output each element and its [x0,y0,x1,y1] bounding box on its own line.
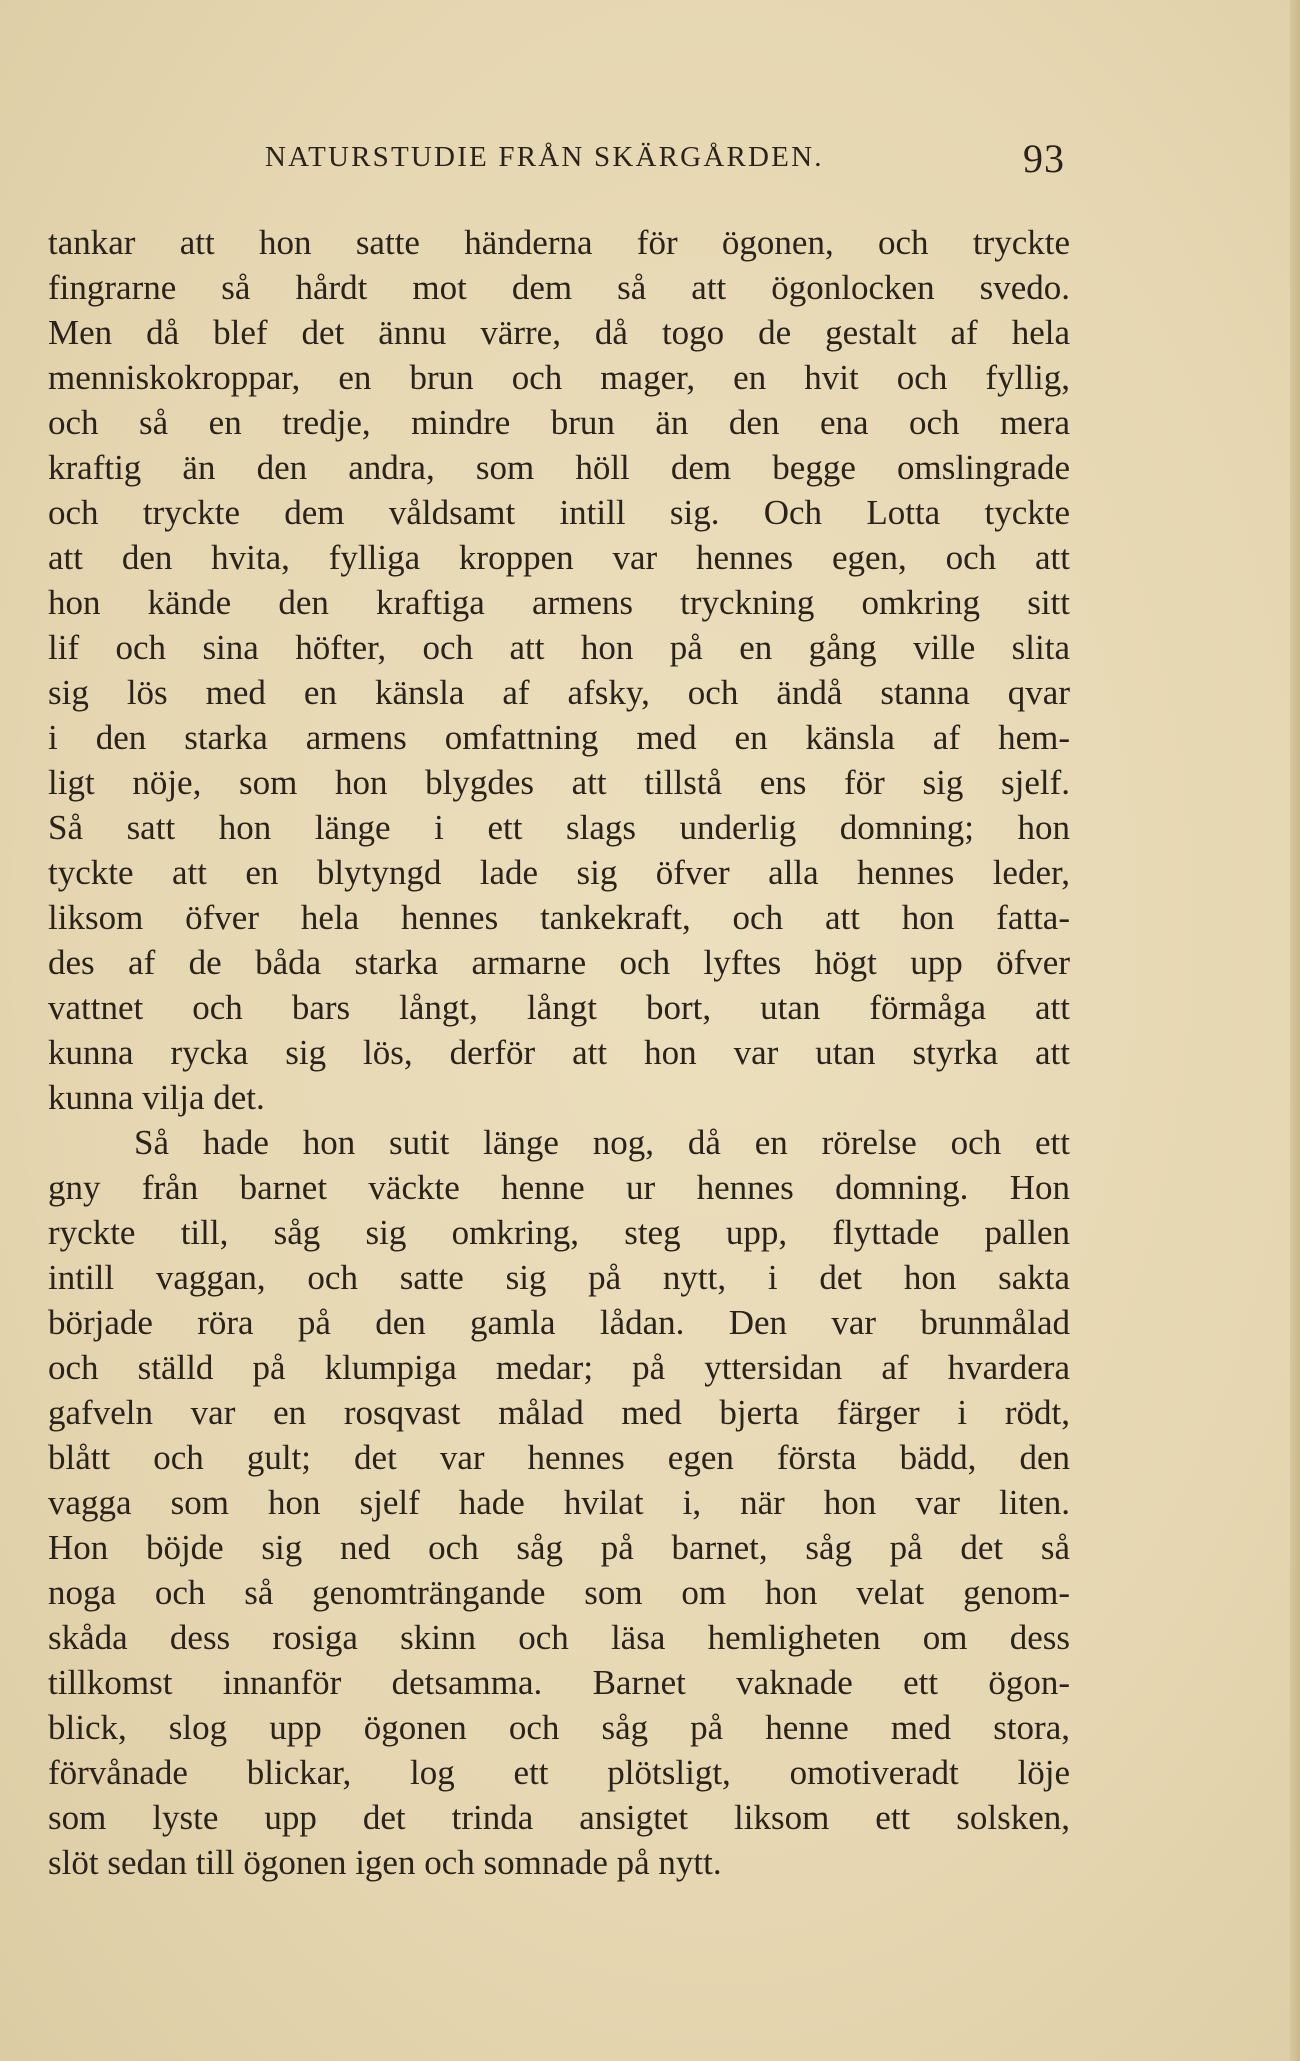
text-line: blick, slog upp ögonen och såg på henne med stora, [48,1708,1070,1747]
text-line: började röra på den gamla lådan. Den var brunmålad [48,1303,1070,1342]
page-number: 93 [1023,136,1065,181]
text-line: blått och gult; det var hennes egen första bädd, den [48,1438,1070,1477]
text-line: des af de båda starka armarne och lyftes högt upp öfver [48,943,1070,982]
text-line: Men då blef det ännu värre, då togo de gestalt af hela [48,313,1070,352]
text-line: menniskokroppar, en brun och mager, en hvit och fyllig, [48,358,1070,397]
text-line: kunna vilja det. [48,1078,265,1117]
text-line: noga och så genomträngande som om hon velat genom- [48,1573,1070,1612]
text-line: gafveln var en rosqvast målad med bjerta färger i rödt, [48,1393,1070,1432]
text-line: fingrarne så hårdt mot dem så att ögonlocken svedo. [48,268,1070,307]
text-line: sig lös med en känsla af afsky, och ändå stanna qvar [48,673,1070,712]
text-line: i den starka armens omfattning med en känsla af hem- [48,718,1070,757]
text-line: ligt nöje, som hon blygdes att tillstå ens för sig sjelf. [48,763,1070,802]
text-line: Så satt hon länge i ett slags underlig domning; hon [48,808,1070,847]
page-edge [1290,0,1300,2061]
text-line: som lyste upp det trinda ansigtet liksom ett solsken, [48,1798,1070,1837]
text-line: lif och sina höfter, och att hon på en gång ville slita [48,628,1070,667]
text-line: och ställd på klumpiga medar; på yttersidan af hvardera [48,1348,1070,1387]
text-line: vagga som hon sjelf hade hvilat i, när hon var liten. [48,1483,1070,1522]
text-line: tillkomst innanför detsamma. Barnet vaknade ett ögon- [48,1663,1070,1702]
text-line: ryckte till, såg sig omkring, steg upp, flyttade pallen [48,1213,1070,1252]
text-line: slöt sedan till ögonen igen och somnade på nytt. [48,1843,722,1882]
running-title: NATURSTUDIE FRÅN SKÄRGÅRDEN. [265,141,824,173]
text-line: kunna rycka sig lös, derför att hon var utan styrka att [48,1033,1070,1072]
text-line: hon kände den kraftiga armens tryckning omkring sitt [48,583,1070,622]
text-line: och så en tredje, mindre brun än den ena och mera [48,403,1070,442]
text-line: förvånade blickar, log ett plötsligt, omotiveradt löje [48,1753,1070,1792]
text-line: Hon böjde sig ned och såg på barnet, såg på det så [48,1528,1070,1567]
text-line: kraftig än den andra, som höll dem begge omslingrade [48,448,1070,487]
text-line: intill vaggan, och satte sig på nytt, i det hon sakta [48,1258,1070,1297]
text-line: skåda dess rosiga skinn och läsa hemligheten om dess [48,1618,1070,1657]
text-line: att den hvita, fylliga kroppen var hennes egen, och att [48,538,1070,577]
text-line: tyckte att en blytyngd lade sig öfver alla hennes leder, [48,853,1070,892]
text-line: liksom öfver hela hennes tankekraft, och att hon fatta- [48,898,1070,937]
text-line: gny från barnet väckte henne ur hennes domning. Hon [48,1168,1070,1207]
body-text [48,220,1070,1885]
text-line: vattnet och bars långt, långt bort, utan förmåga att [48,988,1070,1027]
text-line: Så hade hon sutit länge nog, då en rörelse och ett [134,1123,1070,1162]
page-header [265,135,1065,195]
text-line: tankar att hon satte händerna för ögonen, och tryckte [48,223,1070,262]
text-line: och tryckte dem våldsamt intill sig. Och Lotta tyckte [48,493,1070,532]
